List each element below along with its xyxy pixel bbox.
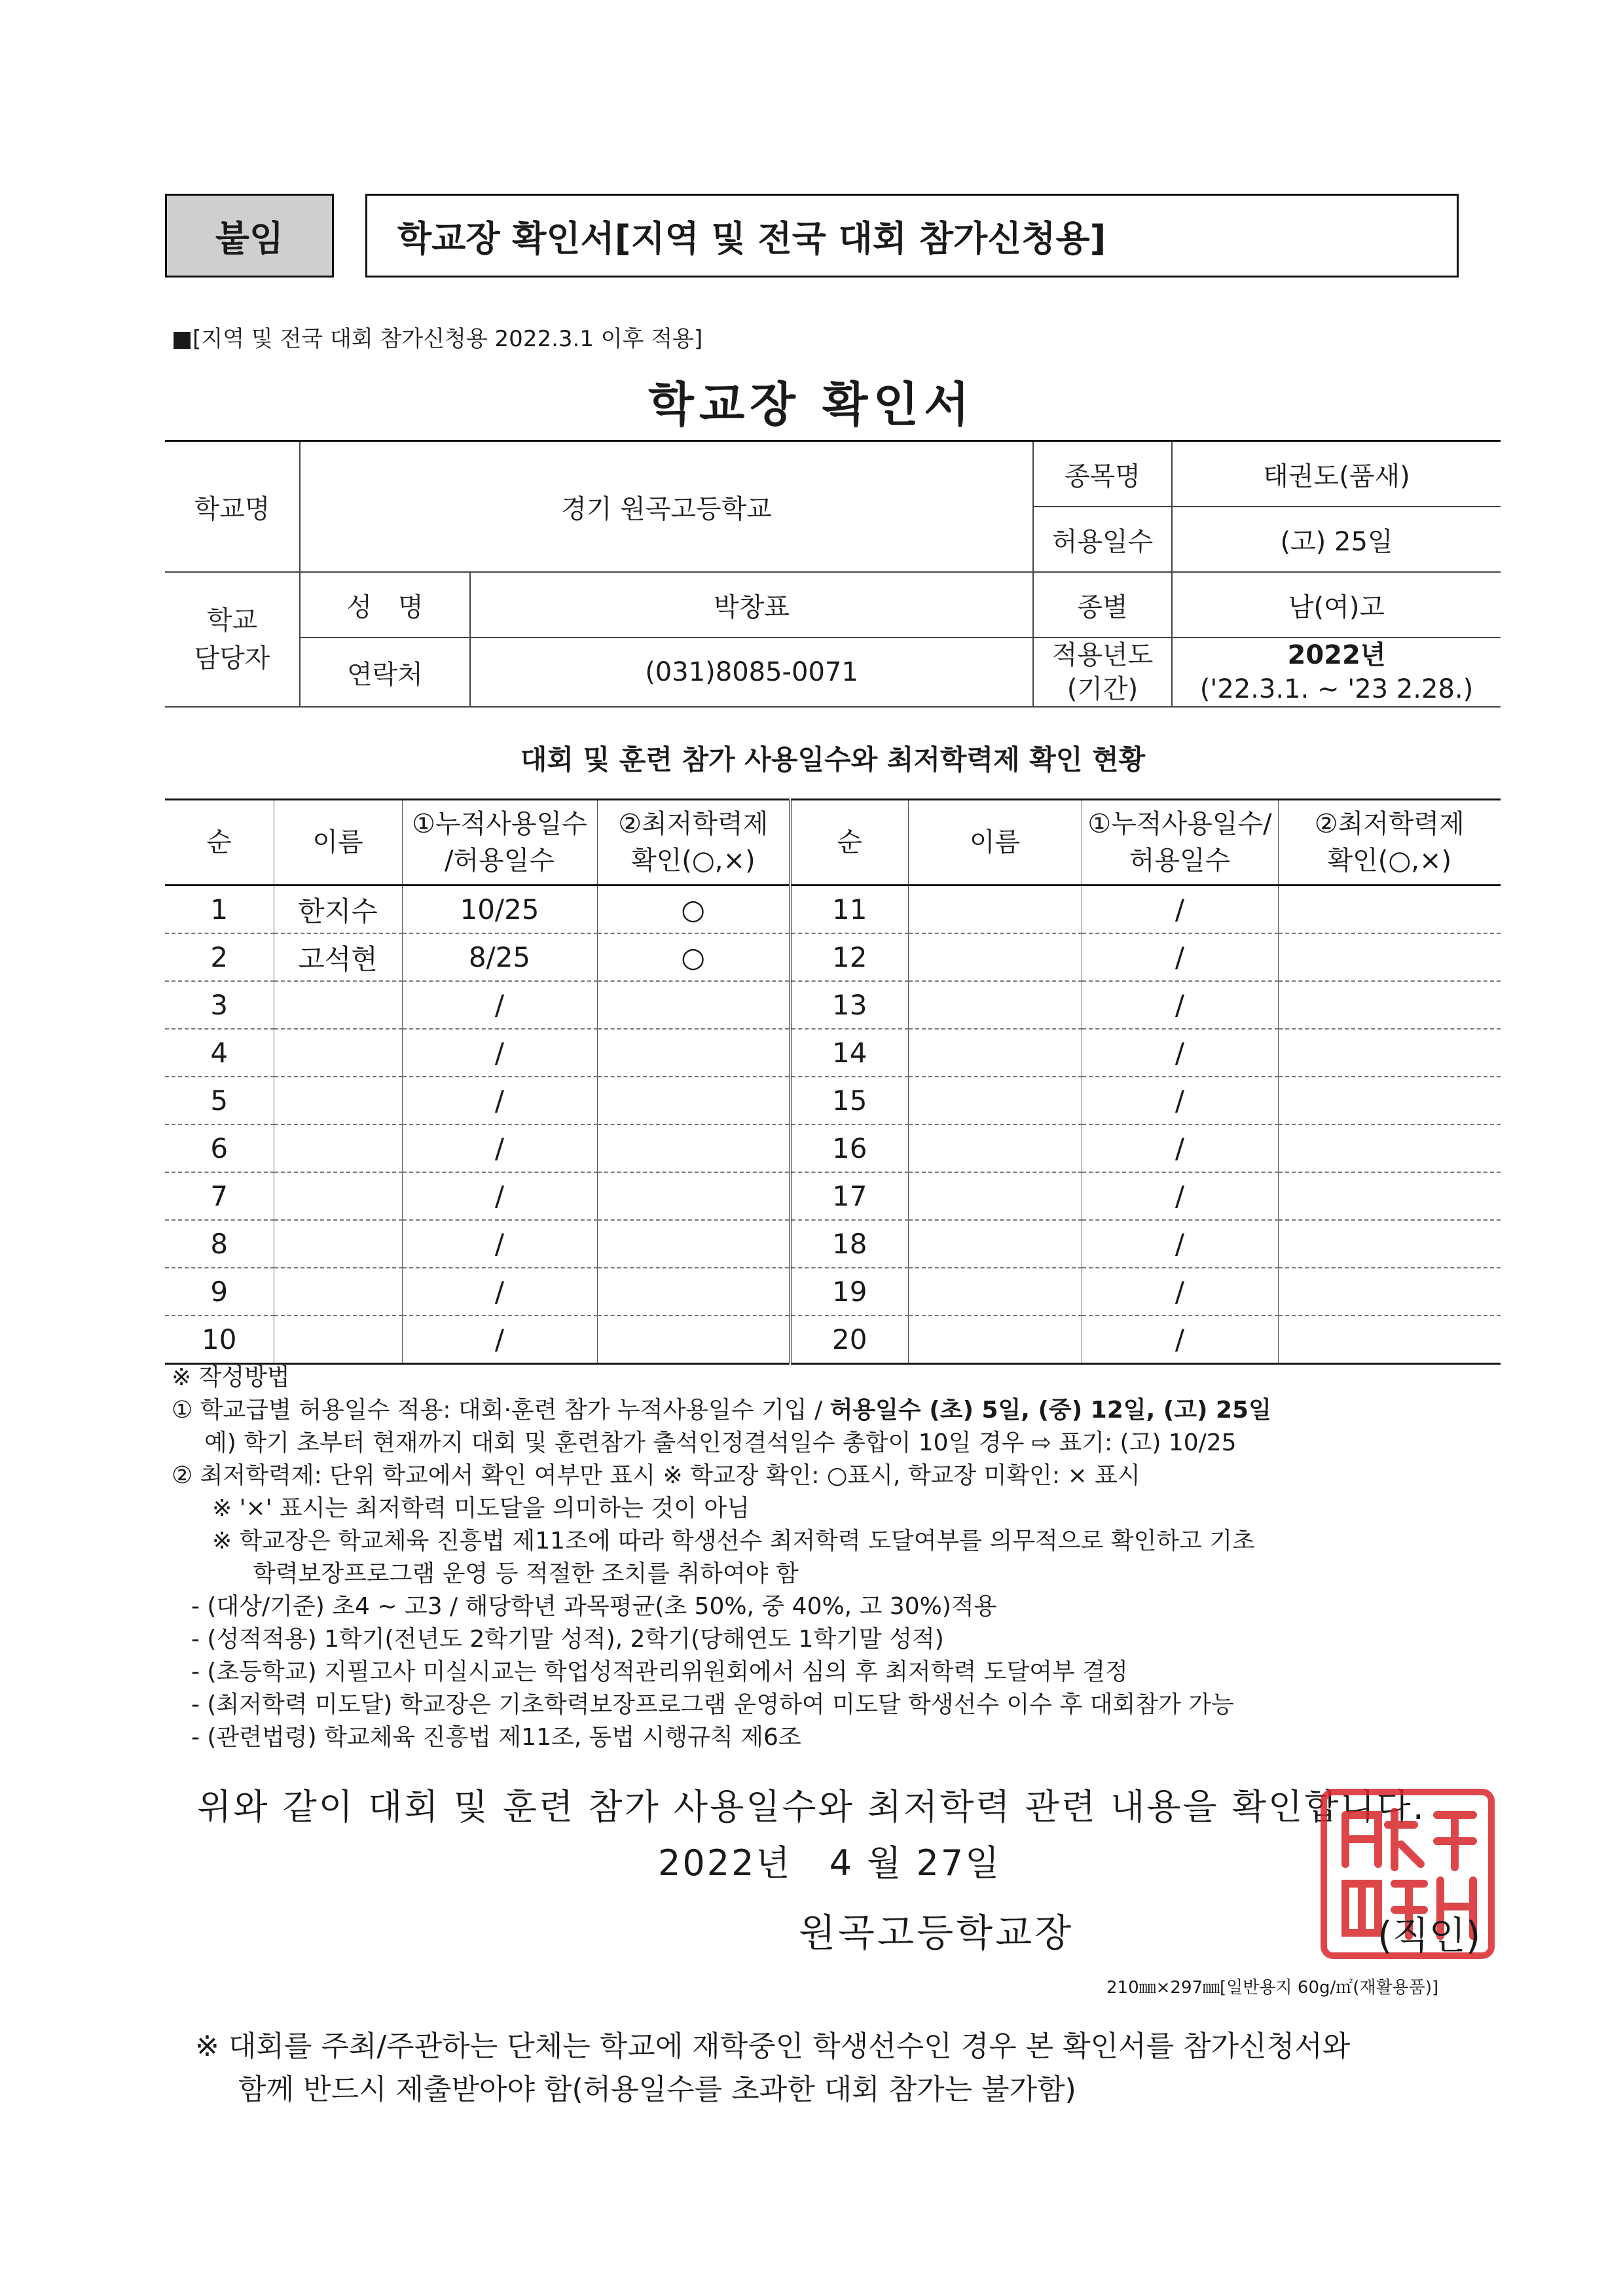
row-check-left [597,1316,790,1364]
principal-name: 원곡고등학교장 [799,1910,1074,1955]
row-days-left: 10/25 [402,886,597,934]
col-check-left: ②최저학력제 확인(○,×) [597,800,790,886]
row-no-right: 18 [790,1220,908,1268]
row-check-right [1278,1124,1501,1172]
row-check-right [1278,1316,1501,1364]
table-row [165,1268,1501,1316]
row-days-right: / [1082,981,1278,1029]
table-row [165,1172,1501,1220]
contact-value: (031)8085-0071 [470,637,1033,707]
row-check-right [1278,1172,1501,1220]
row-no-right: 12 [790,933,908,981]
usage-table [165,798,1501,1365]
name-value: 박창표 [470,572,1033,637]
col-days-right: ①누적사용일수/ 허용일수 [1082,800,1278,886]
row-days-left: / [402,1077,597,1124]
row-no-right: 14 [790,1029,908,1077]
row-check-left: ○ [597,933,790,981]
detail-not-reached: - (최저학력 미도달) 학교장은 기초학력보장프로그램 운영하여 미도달 학생선수 이수 후 대회참가 가능 [191,1691,1234,1718]
row-days-right: / [1082,1172,1278,1220]
row-name-right [908,1268,1082,1316]
school-type-value: 남(여)고 [1172,572,1501,637]
row-no-left: 6 [165,1124,274,1172]
row-no-right: 17 [790,1172,908,1220]
manager-label: 학교 담당자 [165,572,300,707]
row-days-right: / [1082,1220,1278,1268]
row-check-left [597,1077,790,1124]
row-days-left: / [402,1316,597,1364]
row-check-left [597,1029,790,1077]
allowed-days-value: (고) 25일 [1172,507,1501,572]
attachment-tag [165,194,334,278]
row-check-right [1278,1077,1501,1124]
sport-label: 종목명 [1033,441,1172,507]
apply-year-label: 적용년도 (기간) [1033,637,1172,707]
row-days-right: / [1082,933,1278,981]
row-no-right: 11 [790,886,908,934]
contact-label: 연락처 [300,637,470,707]
row-check-right [1278,886,1501,934]
apply-period-value: ('22.3.1. ~ '23 2.28.) [1199,674,1474,704]
row-no-left: 5 [165,1077,274,1124]
row-check-right [1278,1220,1501,1268]
submission-notice-line2: 함께 반드시 제출받아야 함(허용일수를 초과한 대회 참가는 불가함) [238,2073,1076,2106]
row-no-right: 20 [790,1316,908,1364]
row-no-right: 16 [790,1124,908,1172]
instruction-2: ② 최저학력제: 단위 학교에서 확인 여부만 표시 ※ 학교장 확인: ○표시, 학교장 미확인: × 표시 [172,1462,1140,1489]
row-name-right [908,1316,1082,1364]
row-days-left: / [402,1172,597,1220]
row-no-left: 9 [165,1268,274,1316]
row-name-left: 한지수 [274,886,402,934]
row-name-right [908,886,1082,934]
row-days-left: / [402,1029,597,1077]
col-no-left: 순 [165,800,274,886]
row-name-right [908,933,1082,981]
row-days-left: / [402,1124,597,1172]
instructions [172,1361,1271,1754]
instructions-title: ※ 작성방법 [172,1364,290,1391]
row-no-right: 15 [790,1077,908,1124]
row-days-right: / [1082,1077,1278,1124]
name-label: 성 명 [300,572,470,637]
col-name-left: 이름 [274,800,402,886]
table-row [165,1029,1501,1077]
row-name-right [908,981,1082,1029]
paper-spec: 210㎜×297㎜[일반용지 60g/㎡(재활용품)] [1106,1978,1439,1998]
table-row [165,886,1501,934]
allowed-days-label: 허용일수 [1033,507,1172,572]
row-days-right: / [1082,1124,1278,1172]
detail-law: - (관련법령) 학교체육 진흥법 제11조, 동법 시행규칙 제6조 [191,1724,801,1751]
instruction-1-text: ① 학교급별 허용일수 적용: 대회·훈련 참가 누적사용일수 기입 / [172,1397,830,1424]
col-check-right: ②최저학력제 확인(○,×) [1278,800,1501,886]
row-days-right: / [1082,1029,1278,1077]
row-name-left [274,1268,402,1316]
submission-notice [195,2025,1350,2111]
form-header-title [365,194,1459,278]
row-check-left [597,1124,790,1172]
submission-notice-line1: ※ 대회를 주최/주관하는 단체는 학교에 재학중인 학생선수인 경우 본 확인서를 참가신청서와 [195,2030,1351,2063]
detail-grade: - (성적적용) 1학기(전년도 2학기말 성적), 2학기(당해연도 1학기말 성적) [191,1626,944,1653]
row-name-right [908,1124,1082,1172]
row-check-left: ○ [597,886,790,934]
row-name-right [908,1029,1082,1077]
instruction-1 [172,1394,1271,1427]
row-name-right [908,1220,1082,1268]
row-no-left: 2 [165,933,274,981]
instruction-1-allowed: 허용일수 (초) 5일, (중) 12일, (고) 25일 [830,1397,1271,1424]
apply-year-value: 2022년 [1287,640,1386,670]
attachment-tag-label: 붙임 [215,217,284,259]
col-no-right: 순 [790,800,908,886]
row-days-right: / [1082,1268,1278,1316]
row-name-right [908,1172,1082,1220]
table-row [165,1124,1501,1172]
row-check-right [1278,933,1501,981]
row-check-right [1278,1268,1501,1316]
row-check-left [597,1220,790,1268]
row-name-left [274,1029,402,1077]
row-name-left: 고석현 [274,933,402,981]
instruction-4-cont: 학력보장프로그램 운영 등 적절한 조치를 취하여야 함 [253,1560,799,1587]
school-info-table [165,440,1501,708]
row-days-left: / [402,981,597,1029]
row-check-left [597,1268,790,1316]
instruction-4: ※ 학교장은 학교체육 진흥법 제11조에 따라 학생선수 최저학력 도달여부를 의무적으로 확인하고 기초 [212,1528,1255,1554]
instruction-3: ※ '×' 표시는 최저학력 미도달을 의미하는 것이 아님 [212,1495,750,1522]
row-no-left: 3 [165,981,274,1029]
form-header-title-text: 학교장 확인서[지역 및 전국 대회 참가신청용] [397,217,1106,259]
instruction-1-example: 예) 학기 초부터 현재까지 대회 및 훈련참가 출석인정결석일수 총합이 10일 경우 ⇨ 표기: (고) 10/25 [204,1429,1237,1456]
col-days-left: ①누적사용일수 /허용일수 [402,800,597,886]
row-no-right: 13 [790,981,908,1029]
document-title: 학교장 확인서 [648,377,975,432]
detail-elementary: - (초등학교) 지필고사 미실시교는 학업성적관리위원회에서 심의 후 최저학력 도달여부 결정 [191,1659,1128,1685]
row-no-left: 10 [165,1316,274,1364]
issue-date: 2022년 4 월 27일 [658,1842,1002,1884]
row-no-right: 19 [790,1268,908,1316]
row-name-left [274,981,402,1029]
row-no-left: 7 [165,1172,274,1220]
row-days-left: / [402,1268,597,1316]
row-name-left [274,1316,402,1364]
apply-year-cell [1172,637,1501,707]
row-name-left [274,1124,402,1172]
row-no-left: 8 [165,1220,274,1268]
table-row [165,1220,1501,1268]
col-name-right: 이름 [908,800,1082,886]
confirmation-statement: 위와 같이 대회 및 훈련 참가 사용일수와 최저학력 관련 내용을 확인합니다. [197,1786,1426,1827]
row-days-left: 8/25 [402,933,597,981]
sport-value: 태권도(품새) [1172,441,1501,507]
table-row [165,933,1501,981]
table-row [165,1077,1501,1124]
row-no-left: 1 [165,886,274,934]
row-name-left [274,1172,402,1220]
row-check-right [1278,1029,1501,1077]
applicability-note: ■[지역 및 전국 대회 참가신청용 2022.3.1 이후 적용] [172,326,703,352]
table-row [165,981,1501,1029]
row-days-right: / [1082,1316,1278,1364]
row-no-left: 4 [165,1029,274,1077]
row-name-right [908,1077,1082,1124]
school-name-label: 학교명 [165,441,300,573]
school-type-label: 종별 [1033,572,1172,637]
row-name-left [274,1220,402,1268]
row-check-left [597,1172,790,1220]
usage-status-title: 대회 및 훈련 참가 사용일수와 최저학력제 확인 현황 [520,744,1146,776]
table-row [165,1316,1501,1364]
row-check-right [1278,981,1501,1029]
row-days-left: / [402,1220,597,1268]
school-name-value: 경기 원곡고등학교 [300,441,1033,573]
row-days-right: / [1082,886,1278,934]
row-check-left [597,981,790,1029]
seal-label: (직인) [1377,1913,1481,1958]
row-name-left [274,1077,402,1124]
detail-target: - (대상/기준) 초4 ~ 고3 / 해당학년 과목평균(초 50%, 중 40%, 고 30%)적용 [191,1593,997,1620]
